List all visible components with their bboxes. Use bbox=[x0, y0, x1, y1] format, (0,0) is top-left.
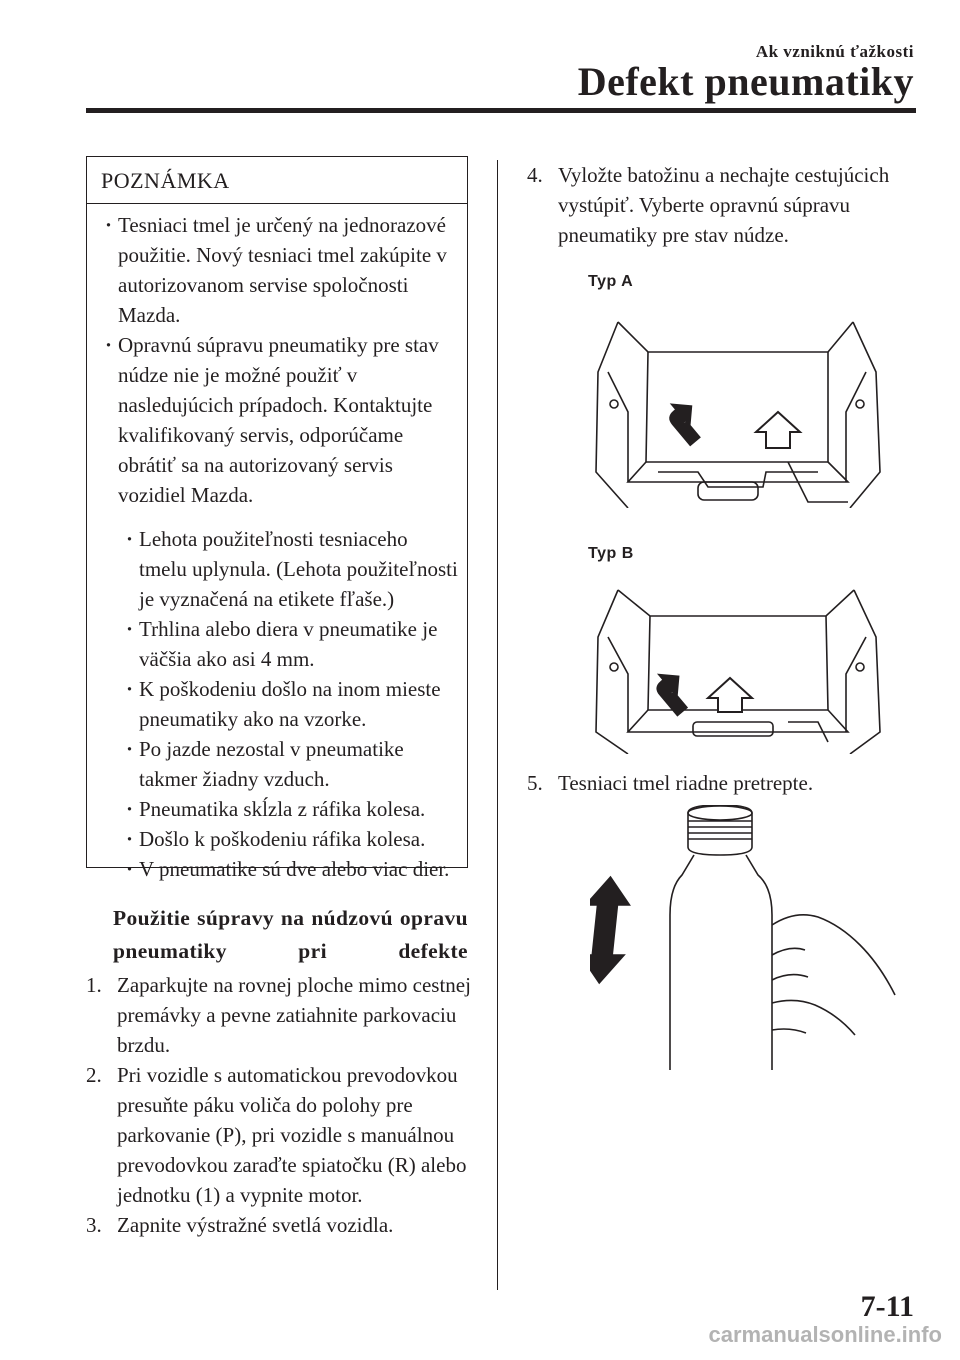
watermark: carmanualsonline.info bbox=[708, 1322, 942, 1347]
sealant-bottle-illustration bbox=[590, 805, 900, 1070]
note-subitem: · Po jazde nezostal v pneumatike takmer žiadny vzduch. bbox=[126, 737, 404, 791]
steps-list-right bbox=[527, 160, 927, 250]
note-subitem: · V pneumatike sú dve alebo viac dier. bbox=[126, 857, 450, 881]
note-box bbox=[86, 156, 468, 881]
step-3: 3. Zapnite výstražné svetlá vozidla. bbox=[86, 1213, 394, 1237]
header-rule bbox=[86, 108, 916, 113]
page-number: 7-11 bbox=[860, 1290, 914, 1323]
step-4: 4. Vyložte batožinu a nechajte cestujúcich vystúpiť. Vyberte opravnú súpravu pneumatiky pre stav núdze. bbox=[527, 163, 890, 247]
steps-list-left bbox=[86, 970, 481, 1240]
note-subitem: · Pneumatika skĺzla z ráfika kolesa. bbox=[126, 797, 426, 821]
page-title: Defekt pneumatiky bbox=[577, 59, 914, 104]
note-title: POZNÁMKA bbox=[87, 157, 467, 204]
column-divider bbox=[497, 160, 498, 1290]
type-a-label: Typ A bbox=[588, 273, 634, 290]
header-section: Ak vzniknú ťažkosti bbox=[755, 42, 914, 61]
trunk-type-a-illustration bbox=[588, 312, 888, 508]
type-b-label: Typ B bbox=[588, 545, 634, 562]
note-subitem: · Trhlina alebo diera v pneumatike je väčšia ako asi 4 mm. bbox=[126, 617, 438, 671]
note-subitem: · Lehota použiteľnosti tesniaceho tmelu uplynula. (Lehota použiteľnosti je vyznačená na etikete fľaše.) bbox=[126, 527, 458, 611]
step-2: 2. Pri vozidle s automatickou prevodovkou presuňte páku voliča do polohy pre parkovanie (P), pri vozidle s manuálnou prevodovkou zaraďte spiatočku (R) alebo jednotku (1) a vypnite motor. bbox=[86, 1063, 467, 1207]
trunk-type-b-illustration bbox=[588, 582, 888, 754]
note-item: · Tesniaci tmel je určený na jednorazové použitie. Nový tesniaci tmel zakúpite v autorizovanom servise spoločnosti Mazda. bbox=[105, 213, 447, 327]
note-sublist bbox=[87, 524, 467, 884]
note-subitem: · K poškodeniu došlo na inom mieste pneumatiky ako na vzorke. bbox=[126, 677, 441, 731]
step-1: 1. Zaparkujte na rovnej ploche mimo cestnej premávky a pevne zatiahnite parkovaciu brzdu. bbox=[86, 973, 471, 1057]
section-heading: Použitie súpravy na núdzovú opravu pneumatiky pri defekte bbox=[113, 906, 468, 963]
step-5: 5. Tesniaci tmel riadne pretrepte. bbox=[527, 771, 814, 795]
steps-list-right-2 bbox=[527, 768, 927, 798]
note-item: · Opravnú súpravu pneumatiky pre stav núdze nie je možné použiť v nasledujúcich prípadoch. Kontaktujte kvalifikovaný servis, odporúčame obrátiť sa na autorizovaný servis vozidiel Mazda. bbox=[105, 333, 439, 507]
note-subitem: · Došlo k poškodeniu ráfika kolesa. bbox=[126, 827, 426, 851]
